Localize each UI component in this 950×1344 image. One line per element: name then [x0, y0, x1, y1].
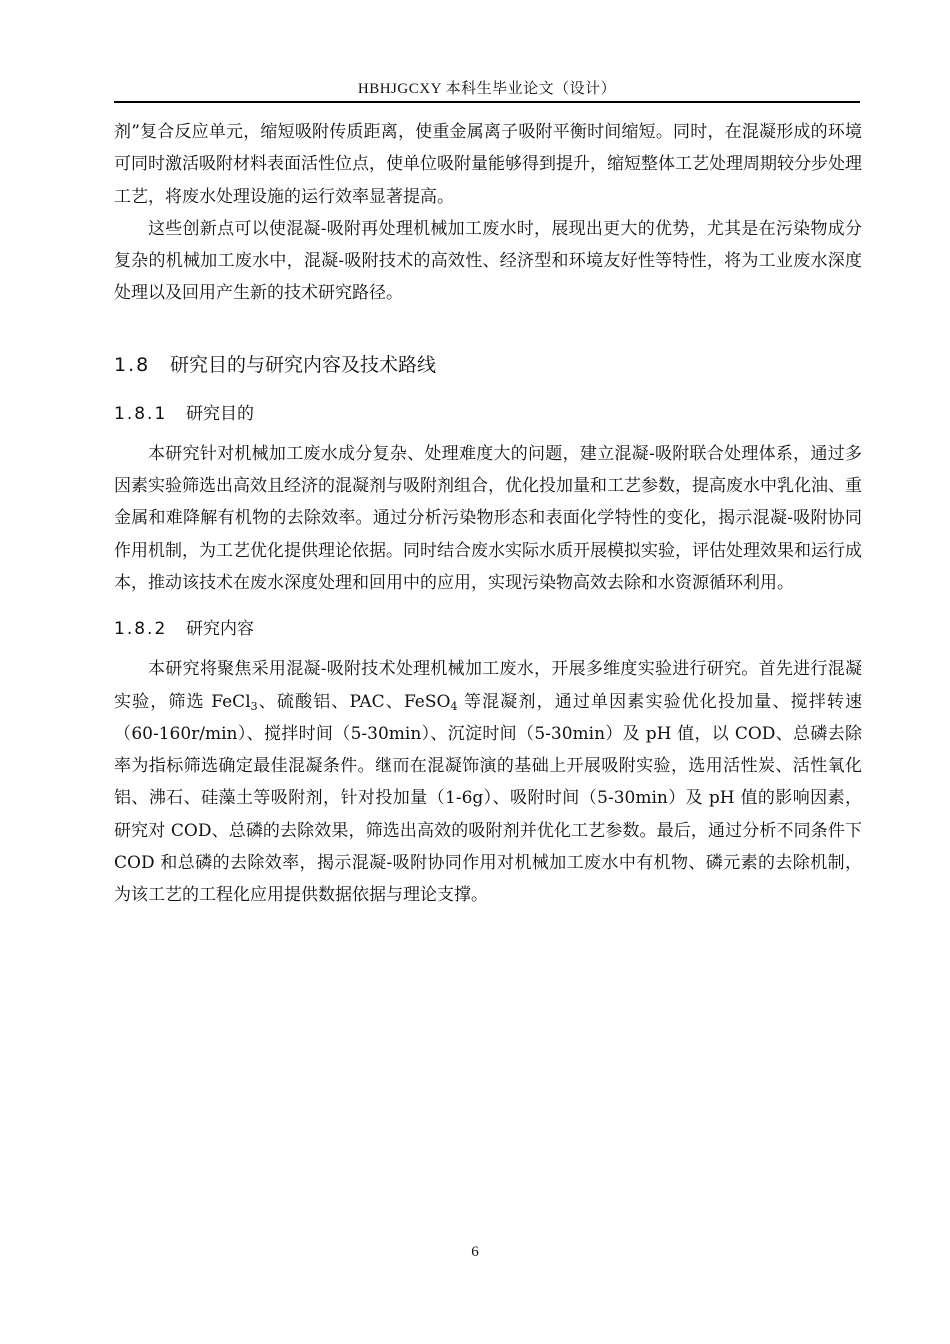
subsection-title: 研究目的 [186, 403, 254, 424]
subsection-heading-1-8-2 [114, 605, 862, 653]
section-title: 研究目的与研究内容及技术路线 [170, 353, 437, 376]
subsection-title: 研究内容 [186, 619, 254, 640]
text-segment: 等混凝剂，通过单因素实验优化投加量、搅拌转速（60-160r/min）、搅拌时间（5-30min）、沉淀时间（5-30min）及 pH 值，以 COD、总磷去除率为指标筛选确定最佳混凝条件。继而在混凝饰演的基础上开展吸附实验，选用活性炭、活性氧化铝、沸石、硅藻土等吸附剂，针对投加量（1-6g）、吸附时间（5-30min）及 pH 值的影响因素，研究对 COD、总磷的去除效果，筛选出高效的吸附剂并优化工艺参数。最后，通过分析不同条件下 COD 和总磷的去除效率，揭示混凝-吸附协同作用对机械加工废水中有机物、磷元素的去除机制，为该工艺的工程化应用提供数据依据与理论支撑。 [114, 691, 863, 906]
running-header: HBHJGCXY 本科生毕业论文（设计） [357, 81, 617, 97]
paragraph-research-purpose: 本研究针对机械加工废水成分复杂、处理难度大的问题，建立混凝-吸附联合处理体系，通过多因素实验筛选出高效且经济的混凝剂与吸附剂组合，优化投加量和工艺参数，提高废水中乳化油、重金属和难降解有机物的去除效率。通过分析污染物形态和表面化学特性的变化，揭示混凝-吸附协同作用机制，为工艺优化提供理论依据。同时结合废水实际水质开展模拟实验，评估处理效果和运行成本，推动该技术在废水深度处理和回用中的应用，实现污染物高效去除和水资源循环利用。 [114, 443, 862, 593]
subsection-number: 1.8.2 [114, 619, 168, 640]
page-number: 6 [471, 1244, 479, 1260]
subscript: 4 [450, 699, 458, 713]
subscript: 3 [250, 699, 258, 713]
header-rule [114, 101, 860, 103]
section-number: 1.8 [114, 353, 151, 376]
paragraph-continued: 剂”复合反应单元，缩短吸附传质距离，使重金属离子吸附平衡时间缩短。同时，在混凝形成的环境可同时激活吸附材料表面活性位点，使单位吸附量能够得到提升，缩短整体工艺处理周期较分步处理工艺，将废水处理设施的运行效率显著提高。 [114, 122, 862, 207]
subsection-number: 1.8.1 [114, 403, 168, 424]
paragraph-innovation: 这些创新点可以使混凝-吸附再处理机械加工废水时，展现出更大的优势，尤其是在污染物成分复杂的机械加工废水中，混凝-吸附技术的高效性、经济型和环境友好性等特性，将为工业废水深度处理以及回用产生新的技术研究路径。 [114, 218, 862, 304]
text-segment: 、硫酸铝、PAC、FeSO [257, 691, 451, 712]
paragraph-research-content [114, 653, 862, 911]
page-body [114, 116, 862, 912]
subsection-heading-1-8-1 [114, 390, 862, 438]
text-segment: 本研究将聚焦采用混凝-吸附技术处理机械加工废水，开展多维度实验进行研究。首先进行混凝实验，筛选 FeCl [114, 659, 862, 712]
section-heading-1-8 [114, 340, 862, 390]
